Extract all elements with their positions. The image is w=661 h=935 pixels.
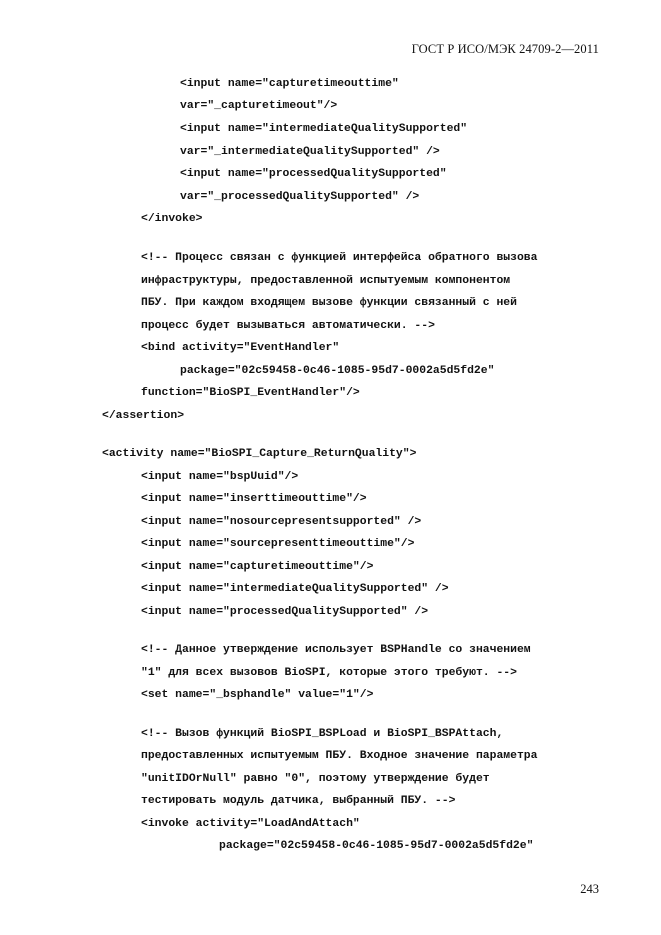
- code-line: </assertion>: [102, 410, 185, 422]
- code-line: <input name="intermediateQualitySupported" />: [141, 583, 449, 595]
- code-comment-line: "unitIDOrNull" равно "0", поэтому утверждение будет: [141, 773, 490, 785]
- code-line: <bind activity="EventHandler": [141, 342, 340, 354]
- code-line: <input name="inserttimeouttime"/>: [141, 493, 367, 505]
- code-line: package="02c59458-0c46-1085-95d7-0002a5d5fd2e": [180, 365, 495, 377]
- code-line: <input name="capturetimeouttime": [180, 78, 399, 90]
- code-comment-line: инфраструктуры, предоставленной испытуемым компонентом: [141, 275, 511, 287]
- code-line: <input name="sourcepresenttimeouttime"/>: [141, 538, 415, 550]
- code-line: function="BioSPI_EventHandler"/>: [141, 387, 360, 399]
- code-line: <input name="processedQualitySupported" />: [141, 606, 429, 618]
- code-line: var="_processedQualitySupported" />: [180, 191, 420, 203]
- code-line: <set name="_bsphandle" value="1"/>: [141, 689, 374, 701]
- code-comment-line: "1" для всех вызовов BioSPI, которые этого требуют. -->: [141, 667, 517, 679]
- code-comment-line: процесс будет вызываться автоматически. -->: [141, 320, 435, 332]
- code-comment-line: <!-- Процесс связан с функцией интерфейса обратного вызова: [141, 252, 538, 264]
- code-line: package="02c59458-0c46-1085-95d7-0002a5d5fd2e": [219, 840, 534, 852]
- code-line: var="_capturetimeout"/>: [180, 100, 338, 112]
- code-comment-line: <!-- Вызов функций BioSPI_BSPLoad и BioSPI_BSPAttach,: [141, 728, 504, 740]
- page-number: 243: [580, 882, 599, 896]
- page-header: ГОСТ Р ИСО/МЭК 24709-2—2011: [411, 42, 599, 56]
- code-comment-line: ПБУ. При каждом входящем вызове функции связанный с ней: [141, 297, 517, 309]
- code-line: <input name="nosourcepresentsupported" />: [141, 516, 422, 528]
- code-line: var="_intermediateQualitySupported" />: [180, 146, 440, 158]
- code-line: <invoke activity="LoadAndAttach": [141, 818, 360, 830]
- code-line: <input name="capturetimeouttime"/>: [141, 561, 374, 573]
- code-line: <input name="bspUuid"/>: [141, 471, 299, 483]
- code-line: </invoke>: [141, 213, 203, 225]
- code-comment-line: тестировать модуль датчика, выбранный ПБУ. -->: [141, 795, 456, 807]
- code-comment-line: <!-- Данное утверждение использует BSPHandle со значением: [141, 644, 531, 656]
- code-line: <input name="intermediateQualitySupported": [180, 123, 468, 135]
- code-line: <activity name="BioSPI_Capture_ReturnQuality">: [102, 448, 417, 460]
- code-comment-line: предоставленных испытуемым ПБУ. Входное значение параметра: [141, 750, 538, 762]
- code-line: <input name="processedQualitySupported": [180, 168, 447, 180]
